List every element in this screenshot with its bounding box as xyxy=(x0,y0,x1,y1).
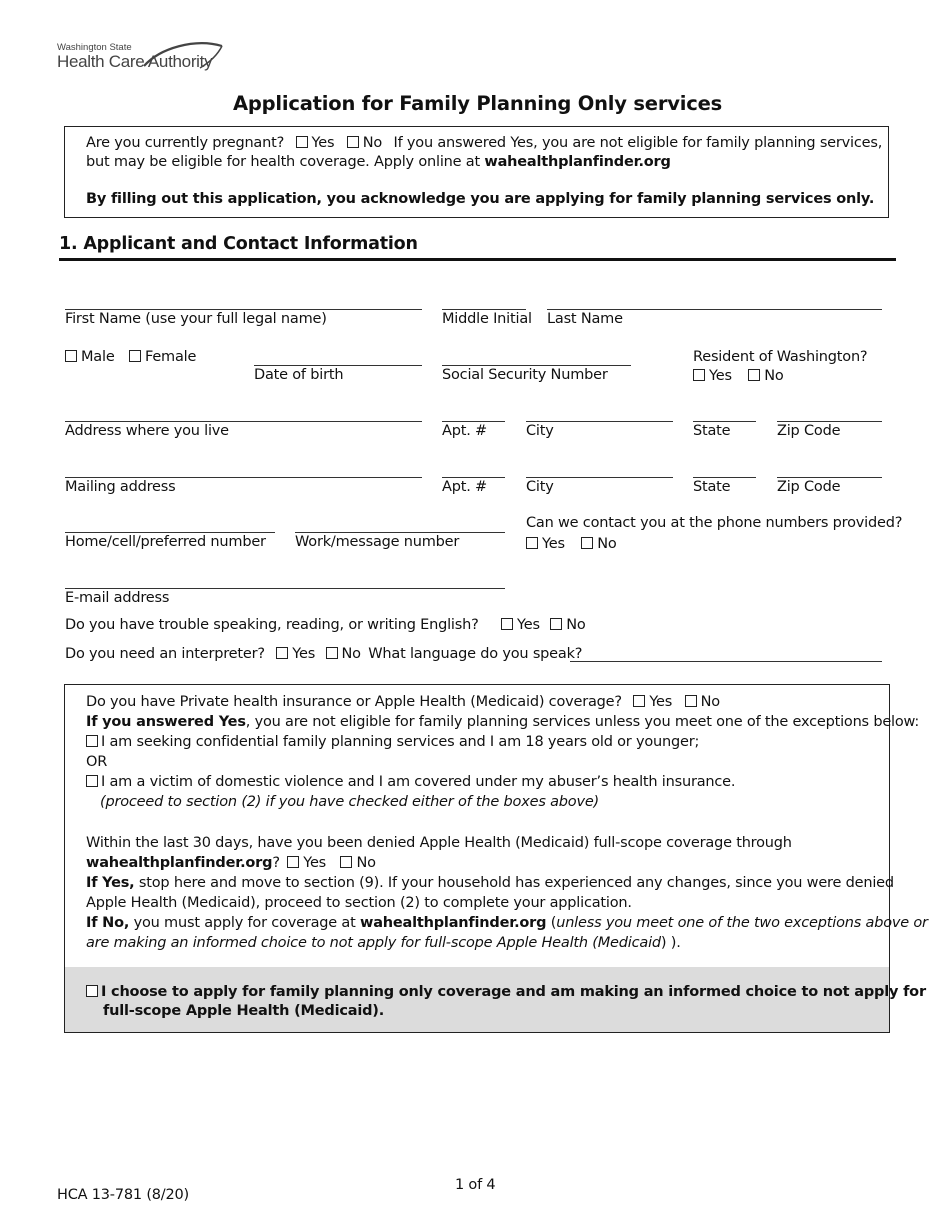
planfinder-link-2[interactable]: wahealthplanfinder.org xyxy=(86,855,273,871)
mailing-address-label: Mailing address xyxy=(65,479,176,495)
mailing-city-field[interactable] xyxy=(526,477,673,478)
intro-line2: but may be eligible for health coverage. Apply online at wahealthplanfinder.org xyxy=(86,154,671,170)
address-label: Address where you live xyxy=(65,423,229,439)
language-field[interactable] xyxy=(570,661,882,662)
contact-yes-checkbox[interactable] xyxy=(526,537,538,549)
work-phone-label: Work/message number xyxy=(295,534,460,550)
resident-no-checkbox[interactable] xyxy=(748,369,760,381)
contact-options: Yes No xyxy=(526,536,617,552)
mailing-address-field[interactable] xyxy=(65,477,422,478)
english-yes-checkbox[interactable] xyxy=(501,618,513,630)
ssn-field[interactable] xyxy=(442,365,631,366)
denied-question: Within the last 30 days, have you been denied Apple Health (Medicaid) full-scope coverage through xyxy=(86,835,792,851)
informed-choice-checkbox[interactable] xyxy=(86,985,98,997)
interpreter-yes-checkbox[interactable] xyxy=(276,647,288,659)
exception-domestic-violence-checkbox[interactable] xyxy=(86,775,98,787)
logo-text-small: Washington State xyxy=(57,42,132,53)
work-phone-field[interactable] xyxy=(295,532,505,533)
planfinder-link[interactable]: wahealthplanfinder.org xyxy=(484,154,671,170)
mailing-city-label: City xyxy=(526,479,554,495)
address-field[interactable] xyxy=(65,421,422,422)
apt-label: Apt. # xyxy=(442,423,487,439)
exception-2-row: I am a victim of domestic violence and I am covered under my abuser’s health insurance. xyxy=(86,774,735,790)
email-field[interactable] xyxy=(65,588,505,589)
insurance-yes-checkbox[interactable] xyxy=(633,695,645,707)
planfinder-link-3[interactable]: wahealthplanfinder.org xyxy=(360,915,547,931)
state-field[interactable] xyxy=(693,421,756,422)
home-phone-field[interactable] xyxy=(65,532,275,533)
denied-options: wahealthplanfinder.org? Yes No xyxy=(86,855,376,871)
logo-swoosh-icon xyxy=(140,40,226,70)
first-name-field[interactable] xyxy=(65,309,422,310)
last-name-label: Last Name xyxy=(547,311,623,327)
city-field[interactable] xyxy=(526,421,673,422)
dob-label: Date of birth xyxy=(254,367,344,383)
insurance-question-row: Do you have Private health insurance or Apple Health (Medicaid) coverage? Yes No xyxy=(86,694,720,710)
informed-choice-line2: full-scope Apple Health (Medicaid). xyxy=(103,1003,385,1019)
middle-initial-field[interactable] xyxy=(442,309,526,310)
acknowledge-text: By filling out this application, you acknowledge you are applying for family planning services only. xyxy=(86,191,875,207)
form-id: HCA 13-781 (8/20) xyxy=(57,1187,189,1203)
pregnant-yes-checkbox[interactable] xyxy=(296,136,308,148)
mailing-apt-field[interactable] xyxy=(442,477,505,478)
middle-initial-label: Middle Initial xyxy=(442,311,532,327)
zip-field[interactable] xyxy=(777,421,882,422)
if-no-instructions: If No, you must apply for coverage at wahealthplanfinder.org (unless you meet one of the two exceptions above or xyxy=(86,915,928,931)
male-checkbox[interactable] xyxy=(65,350,77,362)
resident-options: Yes No xyxy=(693,368,784,384)
resident-yes-checkbox[interactable] xyxy=(693,369,705,381)
apt-field[interactable] xyxy=(442,421,505,422)
resident-question: Resident of Washington? xyxy=(693,349,868,365)
mailing-zip-label: Zip Code xyxy=(777,479,841,495)
section-1-rule xyxy=(59,258,896,261)
section-1-title: 1. Applicant and Contact Information xyxy=(59,234,418,254)
state-label: State xyxy=(693,423,731,439)
contact-question: Can we contact you at the phone numbers provided? xyxy=(526,515,903,531)
page-title: Application for Family Planning Only services xyxy=(232,92,723,115)
or-text: OR xyxy=(86,754,108,770)
page-number: 1 of 4 xyxy=(455,1177,496,1193)
sex-options: Male Female xyxy=(65,349,196,365)
logo-text: Health Care Authority xyxy=(57,52,213,71)
mailing-zip-field[interactable] xyxy=(777,477,882,478)
if-no-instructions-2: are making an informed choice to not apply for full-scope Apple Health (Medicaid) ). xyxy=(86,935,681,951)
pregnant-no-checkbox[interactable] xyxy=(347,136,359,148)
mailing-apt-label: Apt. # xyxy=(442,479,487,495)
contact-no-checkbox[interactable] xyxy=(581,537,593,549)
exception-1-row: I am seeking confidential family planning services and I am 18 years old or younger; xyxy=(86,734,699,750)
proceed-note: (proceed to section (2) if you have checked either of the boxes above) xyxy=(100,794,600,810)
city-label: City xyxy=(526,423,554,439)
denied-yes-checkbox[interactable] xyxy=(287,856,299,868)
insurance-no-checkbox[interactable] xyxy=(685,695,697,707)
female-checkbox[interactable] xyxy=(129,350,141,362)
english-no-checkbox[interactable] xyxy=(550,618,562,630)
dob-field[interactable] xyxy=(254,365,422,366)
ssn-label: Social Security Number xyxy=(442,367,608,383)
pregnant-question-row: Are you currently pregnant? Yes No If you answered Yes, you are not eligible for family planning services, xyxy=(86,135,883,151)
mailing-state-field[interactable] xyxy=(693,477,756,478)
english-question-row: Do you have trouble speaking, reading, or writing English? Yes No xyxy=(65,617,586,633)
denied-no-checkbox[interactable] xyxy=(340,856,352,868)
exception-confidential-checkbox[interactable] xyxy=(86,735,98,747)
mailing-state-label: State xyxy=(693,479,731,495)
home-phone-label: Home/cell/preferred number xyxy=(65,534,266,550)
if-yes-instructions-2: Apple Health (Medicaid), proceed to section (2) to complete your application. xyxy=(86,895,632,911)
if-yes-exceptions: If you answered Yes, you are not eligible for family planning services unless you meet one of the exceptions below: xyxy=(86,714,920,730)
if-yes-instructions: If Yes, stop here and move to section (9). If your household has experienced any changes, since you were denied xyxy=(86,875,894,891)
interpreter-no-checkbox[interactable] xyxy=(326,647,338,659)
email-label: E-mail address xyxy=(65,590,170,606)
last-name-field[interactable] xyxy=(547,309,882,310)
zip-label: Zip Code xyxy=(777,423,841,439)
informed-choice-row: I choose to apply for family planning only coverage and am making an informed choice to not apply for xyxy=(86,984,926,1000)
first-name-label: First Name (use your full legal name) xyxy=(65,311,327,327)
interpreter-question-row: Do you need an interpreter? Yes No What language do you speak? xyxy=(65,646,583,662)
